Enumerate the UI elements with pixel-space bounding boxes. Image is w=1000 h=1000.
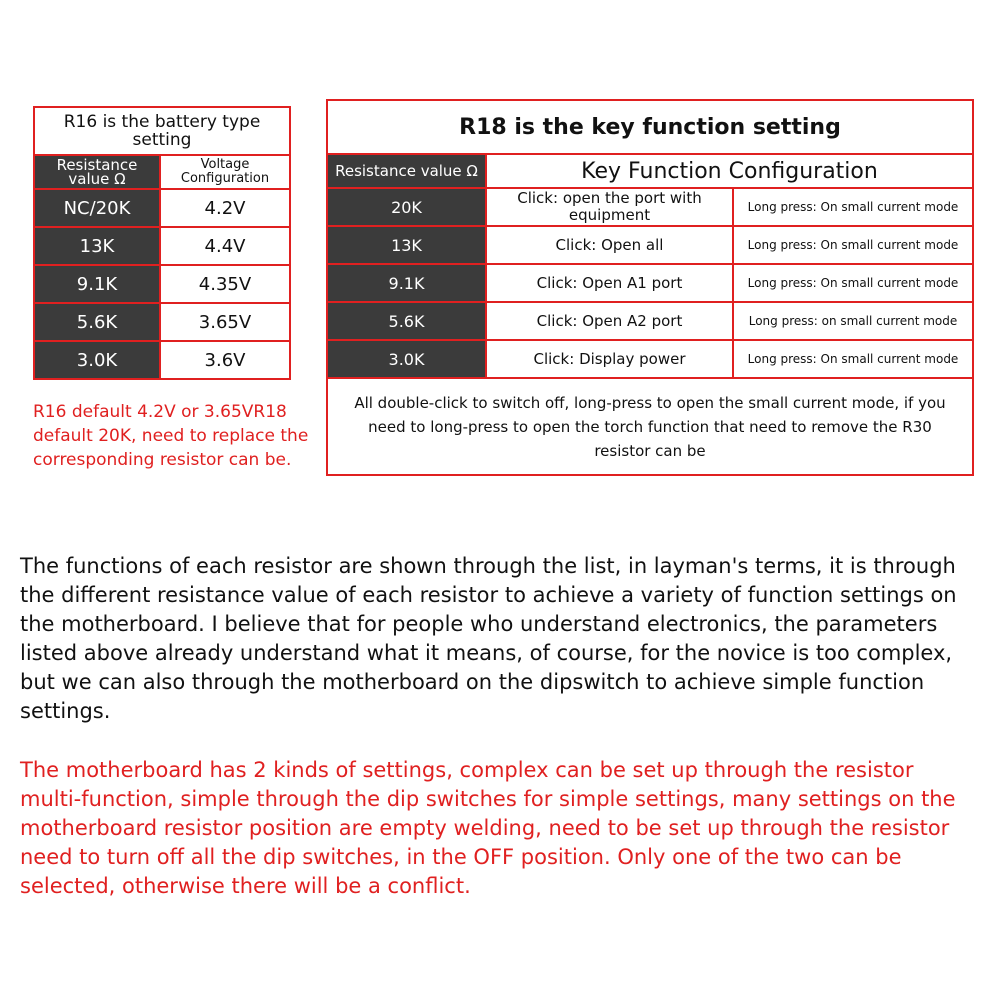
r18-row (327, 340, 973, 378)
r18-click-cell: Click: Open A2 port (486, 302, 733, 340)
r16-voltage-cell: 4.35V (160, 265, 290, 303)
r16-row (34, 303, 290, 341)
explanation-paragraph: The functions of each resistor are shown through the list, in layman's terms, it is through the different resistance value of each resistor to achieve a variety of function settings on the motherboard. I believe that for people who understand electronics, the parameters listed above already understand what it means, of course, for the novice is too complex, but we can also through the motherboard on the dipswitch to achieve simple function settings. (20, 554, 957, 723)
r18-header-function: Key Function Configuration (486, 154, 973, 188)
r18-row (327, 226, 973, 264)
r16-resistance-cell: NC/20K (34, 189, 160, 227)
r18-resistance-cell: 20K (327, 188, 486, 226)
r16-table (33, 106, 291, 380)
r16-voltage-cell: 4.2V (160, 189, 290, 227)
r16-row (34, 265, 290, 303)
r16-voltage-cell: 3.65V (160, 303, 290, 341)
r16-row (34, 189, 290, 227)
r18-table-title: R18 is the key function setting (327, 100, 973, 154)
r18-header-resistance: Resistance value Ω (327, 154, 486, 188)
r18-long-press-cell: Long press: On small current mode (733, 226, 973, 264)
warning-paragraph: The motherboard has 2 kinds of settings, complex can be set up through the resistor multi-function, simple through the dip switches for simple settings, many settings on the motherboard resistor position are empty welding, need to be set up through the resistor need to turn off all the dip switches, in the OFF position. Only one of the two can be selected, otherwise there will be a conflict. (20, 758, 956, 898)
r16-table-title: R16 is the battery type setting (34, 107, 290, 155)
r18-resistance-cell: 9.1K (327, 264, 486, 302)
r18-click-cell: Click: Display power (486, 340, 733, 378)
r18-click-cell: Click: open the port with equipment (486, 188, 733, 226)
r16-resistance-cell: 5.6K (34, 303, 160, 341)
r16-resistance-cell: 9.1K (34, 265, 160, 303)
r16-row (34, 341, 290, 379)
r16-header-resistance: Resistance value Ω (34, 155, 160, 189)
r16-resistance-cell: 13K (34, 227, 160, 265)
r16-row (34, 227, 290, 265)
r18-long-press-cell: Long press: On small current mode (733, 188, 973, 226)
r18-long-press-cell: Long press: On small current mode (733, 340, 973, 378)
r16-default-note: R16 default 4.2V or 3.65VR18 default 20K, need to replace the corresponding resistor can be. (33, 402, 309, 470)
r18-row (327, 302, 973, 340)
r18-row (327, 188, 973, 226)
r18-table (326, 99, 974, 476)
r18-click-cell: Click: Open A1 port (486, 264, 733, 302)
r18-resistance-cell: 5.6K (327, 302, 486, 340)
r16-voltage-cell: 3.6V (160, 341, 290, 379)
r16-header-voltage: Voltage Configuration (160, 155, 290, 189)
r18-click-cell: Click: Open all (486, 226, 733, 264)
r18-row (327, 264, 973, 302)
r16-resistance-cell: 3.0K (34, 341, 160, 379)
r18-resistance-cell: 3.0K (327, 340, 486, 378)
r18-long-press-cell: Long press: on small current mode (733, 302, 973, 340)
r16-voltage-cell: 4.4V (160, 227, 290, 265)
r18-long-press-cell: Long press: On small current mode (733, 264, 973, 302)
r18-resistance-cell: 13K (327, 226, 486, 264)
r18-note: All double-click to switch off, long-press to open the small current mode, if you need to long-press to open the torch function that need to remove the R30 resistor can be (327, 378, 973, 475)
